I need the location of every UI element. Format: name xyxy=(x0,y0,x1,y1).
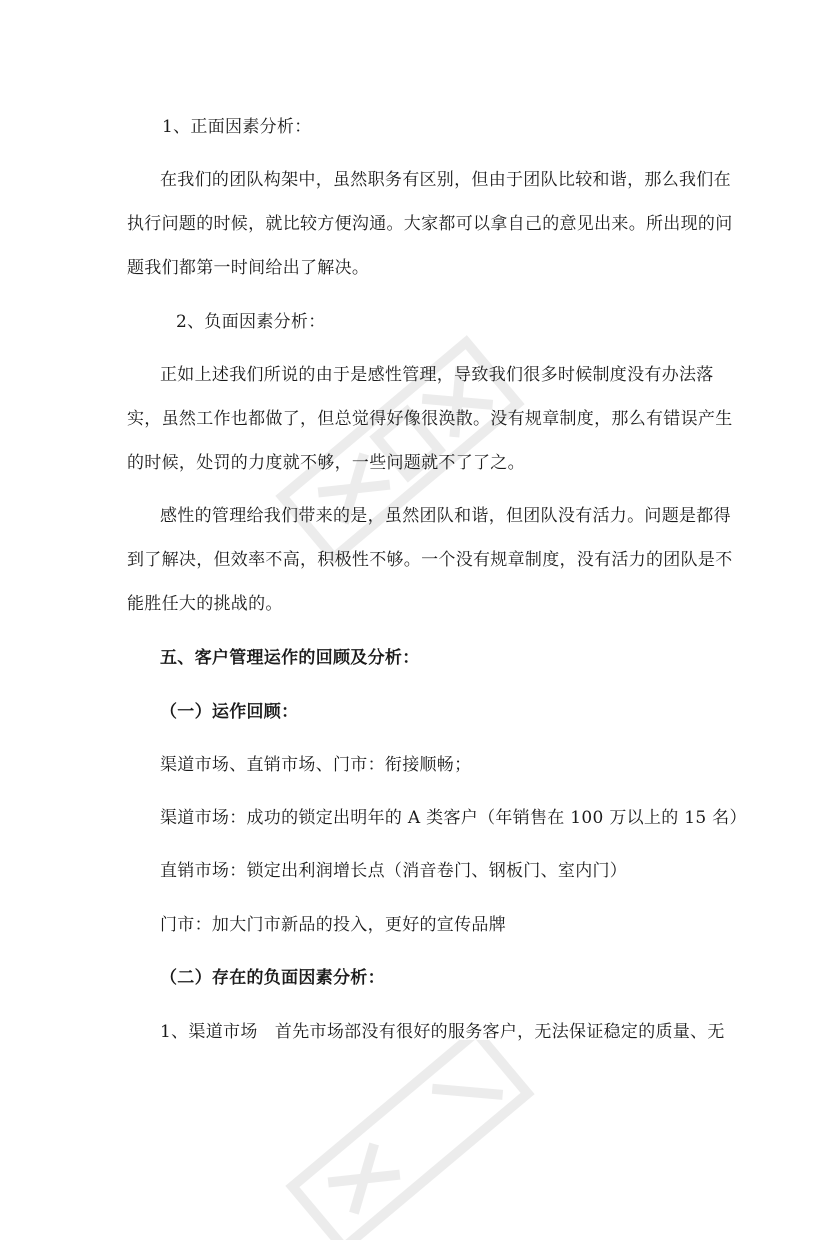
negative-factors-heading: 2、负面因素分析： xyxy=(176,312,326,332)
review-item: 直销市场：锁定出利润增长点（消音卷门、钢板门、室内门） xyxy=(160,861,628,881)
positive-paragraph-line: 在我们的团队构架中，虽然职务有区别，但由于团队比较和谐，那么我们在 xyxy=(160,170,731,190)
negative-paragraph-line: 实，虽然工作也都做了，但总觉得好像很涣散。没有规章制度，那么有错误产生 xyxy=(127,409,733,429)
negative-paragraph-line: 正如上述我们所说的由于是感性管理，导致我们很多时候制度没有办法落 xyxy=(160,365,714,385)
positive-paragraph-line: 执行问题的时候，就比较方便沟通。大家都可以拿自己的意见出来。所出现的问 xyxy=(127,214,733,234)
subsection-negative-heading: （二）存在的负面因素分析： xyxy=(160,968,385,988)
review-item: 渠道市场：成功的锁定出明年的 A 类客户（年销售在 100 万以上的 15 名） xyxy=(160,808,747,828)
negative-paragraph-line: 的时候，处罚的力度就不够，一些问题就不了了之。 xyxy=(127,453,525,473)
section-five-heading: 五、客户管理运作的回顾及分析： xyxy=(160,648,420,668)
review-item: 渠道市场、直销市场、门市：衔接顺畅； xyxy=(160,755,472,775)
positive-factors-heading: 1、正面因素分析： xyxy=(162,117,312,137)
review-item: 门市：加大门市新品的投入，更好的宣传品牌 xyxy=(160,915,506,935)
subsection-review-heading: （一）运作回顾： xyxy=(160,702,299,722)
positive-paragraph-line: 题我们都第一时间给出了解决。 xyxy=(127,258,370,278)
watermark-mark xyxy=(260,1040,560,1240)
channel-market-line: 1、渠道市场 首先市场部没有很好的服务客户，无法保证稳定的质量、无 xyxy=(160,1022,725,1042)
watermark-graphic xyxy=(260,1040,560,1240)
negative-paragraph-line: 能胜任大的挑战的。 xyxy=(127,594,283,614)
negative-paragraph-line: 感性的管理给我们带来的是，虽然团队和谐，但团队没有活力。问题是都得 xyxy=(160,506,731,526)
negative-paragraph-line: 到了解决，但效率不高，积极性不够。一个没有规章制度，没有活力的团队是不 xyxy=(127,550,733,570)
